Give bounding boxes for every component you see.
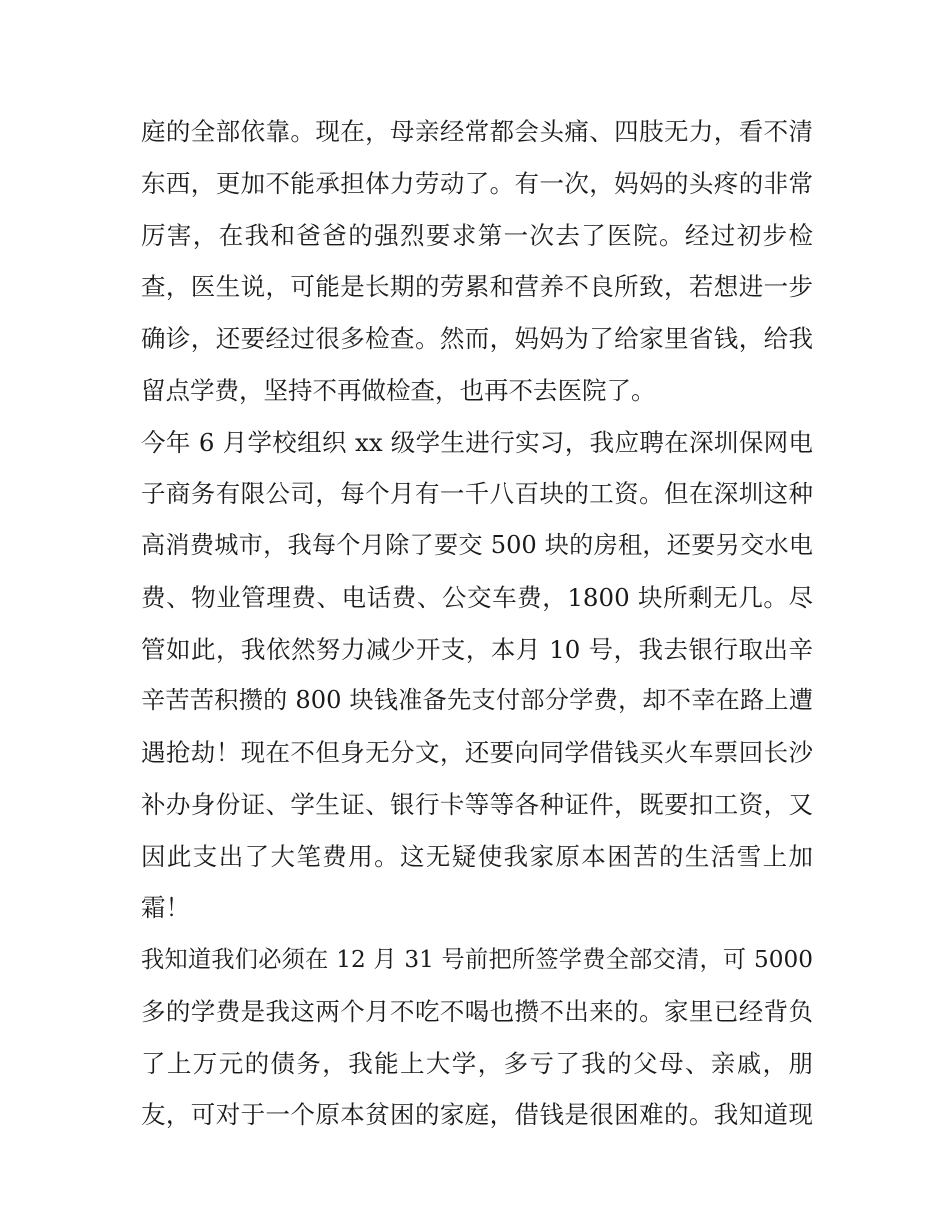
text-line: 辛苦苦积攒的 800 块钱准备先支付部分学费，却不幸在路上遭 xyxy=(141,686,813,715)
text-line: 我知道我们必须在 12 月 31 号前把所签学费全部交清，可 5000 xyxy=(141,946,813,973)
body-text xyxy=(141,106,813,1141)
text-line: 留点学费，坚持不再做检查，也再不去医院了。 xyxy=(141,375,656,405)
text-line: 补办身份证、学生证、银行卡等等各种证件，既要扣工资，又 xyxy=(141,789,813,819)
text-line: 管如此，我依然努力减少开支，本月 10 号，我去银行取出辛 xyxy=(141,634,813,664)
text-line: 厉害，在我和爸爸的强烈要求第一次去了医院。经过初步检 xyxy=(141,220,813,250)
text-line: 费、物业管理费、电话费、公交车费，1800 块所剩无几。尽 xyxy=(141,582,813,612)
text-line: 今年 6 月学校组织 xx 级学生进行实习，我应聘在深圳保网电 xyxy=(141,427,813,457)
text-line: 东西，更加不能承担体力劳动了。有一次，妈妈的头疼的非常 xyxy=(141,168,813,198)
text-line: 高消费城市，我每个月除了要交 500 块的房租，还要另交水电 xyxy=(141,531,813,559)
text-line: 庭的全部依靠。现在，母亲经常都会头痛、四肢无力，看不清 xyxy=(141,117,813,146)
text-line: 查，医生说，可能是长期的劳累和营养不良所致，若想进一步 xyxy=(141,272,813,302)
text-line: 遇抢劫！现在不但身无分文，还要向同学借钱买火车票回长沙 xyxy=(141,738,813,767)
text-line: 因此支出了大笔费用。这无疑使我家原本困苦的生活雪上加 xyxy=(141,841,813,871)
text-line: 霜！ xyxy=(141,893,190,923)
text-line: 多的学费是我这两个月不吃不喝也攒不出来的。家里已经背负 xyxy=(141,996,813,1026)
text-line: 确诊，还要经过很多检查。然而，妈妈为了给家里省钱，给我 xyxy=(141,324,813,353)
text-line: 子商务有限公司，每个月有一千八百块的工资。但在深圳这种 xyxy=(141,479,813,509)
text-line: 友，可对于一个原本贫困的家庭，借钱是很困难的。我知道现 xyxy=(141,1100,813,1130)
text-line: 了上万元的债务，我能上大学，多亏了我的父母、亲戚，朋 xyxy=(141,1048,813,1078)
